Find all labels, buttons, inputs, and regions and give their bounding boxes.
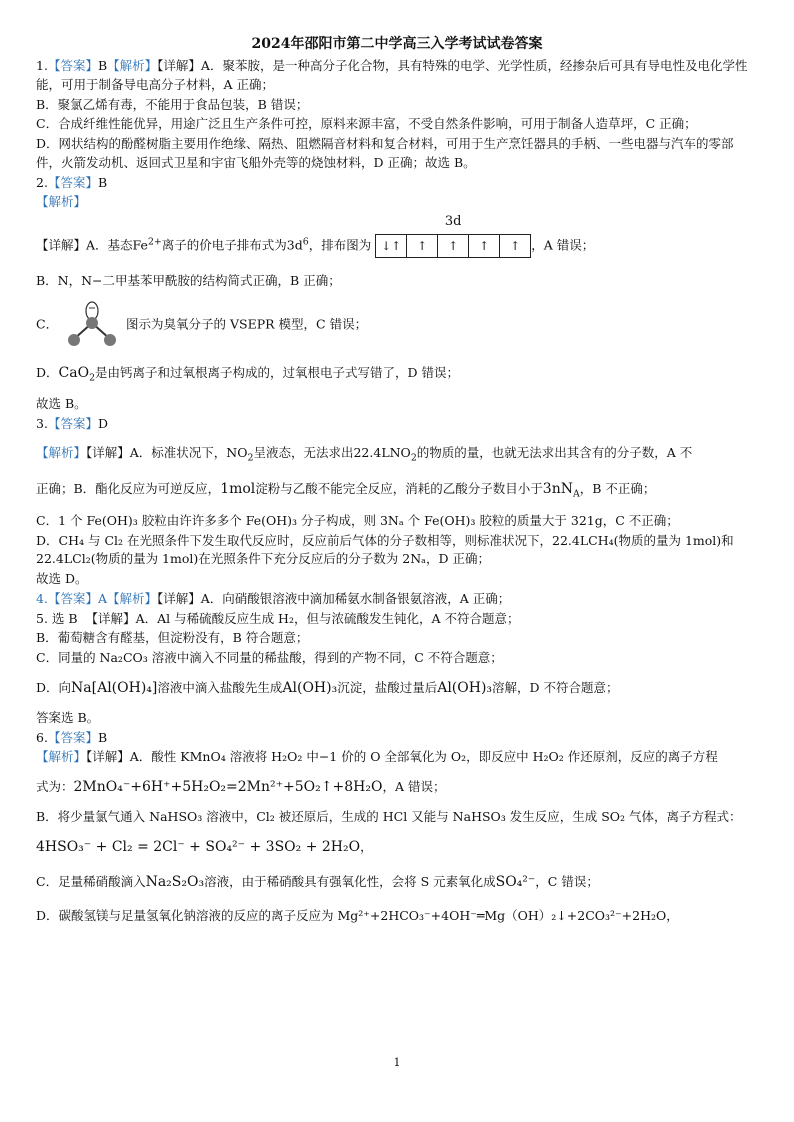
page-number: 1 (393, 1056, 401, 1069)
q5-a: 5. 选 B 【详解】A．Al 与稀硫酸反应生成 H₂，但与浓硫酸发生钝化，A 不符合题意； (36, 610, 520, 626)
q3-answer: 3.【答案】D (36, 416, 108, 432)
q1-c: C．合成纤维性能优异，用途广泛且生产条件可控，原料来源丰富，不受自然条件影响，可用于制备人造草坪，C 正确； (36, 116, 697, 132)
ozone-vsepr-model-icon (62, 301, 122, 349)
orbital-cell: ↓↑ (376, 235, 407, 257)
q5-d: D．向Na[Al(OH)₄]溶液中滴入盐酸先生成Al(OH)₃沉淀，盐酸过量后Al(OH)₃溶解，D 不符合题意； (36, 679, 619, 696)
q6-b: B．将少量氯气通入 NaHSO₃ 溶液中，Cl₂ 被还原后，生成的 HCl 又能与 NaHSO₃ 发生反应，生成 SO₂ 气体，离子方程式： (36, 809, 742, 825)
q5-end: 答案选 B。 (36, 709, 100, 725)
q2-b: B．N，N−二甲基苯甲酰胺的结构简式正确，B 正确； (36, 273, 341, 288)
q5-c: C．同量的 Na₂CO₃ 溶液中滴入不同量的稀盐酸，得到的产物不同，C 不符合题意； (36, 650, 503, 666)
analysis-tag: 【解析】 (107, 58, 158, 73)
q2-end: 故选 B。 (36, 396, 87, 412)
q2-d: D．CaO$_2$是由钙离子和过氧根离子构成的，过氧根电子式写错了，D 错误； (36, 364, 460, 384)
orbital-cell: ↑ (469, 235, 500, 257)
q1-a: 1.【答案】B【解析】【详解】A．聚苯胺，是一种高分子化合物，具有特殊的电学、光学性质，经掺杂后可具有导电性及电化学性能，可用于制备导电高分子材料，A 正确； (36, 58, 748, 92)
q2-analysis-tag: 【解析】 (36, 194, 87, 210)
q2-c: C． 图示为臭氧分子的 VSEPR 模型，C 错误； (36, 301, 758, 349)
document-page (36, 34, 758, 927)
q6-d: D．碳酸氢镁与足量氢氧化钠溶液的反应的离子反应为 Mg²⁺+2HCO₃⁻+4OH⁻═Mg（OH）₂↓+2CO₃²⁻+2H₂O， (36, 907, 679, 923)
detail-tag: 【详解】 (157, 58, 201, 73)
q6-a-eq: 式为：2MnO₄⁻+6H⁺+5H₂O₂=2Mn²⁺+5O₂↑+8H₂O，A 错误； (36, 779, 446, 796)
q1-d: D．网状结构的酚醛树脂主要用作绝缘、隔热、阻燃隔音材料和复合材料，可用于生产烹饪器具的手柄、一些电器与汽车的零部件，火箭发动机、返回式卫星和宇宙飞船外壳等的烧蚀材料，D 正确；故选 B。 (36, 136, 734, 170)
answer-tag: 【答案】 (47, 58, 98, 73)
q3-b: 正确；B．酯化反应为可逆反应，1mol淀粉与乙酸不能完全反应，消耗的乙酸分子数目小于$3nN_A$，B 不正确； (36, 481, 656, 500)
orbital-label: 3d (444, 214, 462, 229)
q3-c: C．1 个 Fe(OH)₃ 胶粒由许许多多个 Fe(OH)₃ 分子构成，则 3Nₐ 个 Fe(OH)₃ 胶粒的质量大于 321g，C 不正确； (36, 512, 679, 528)
q2-answer: 2.【答案】B (36, 174, 108, 190)
q3-end: 故选 D。 (36, 571, 88, 587)
q6-c: C．足量稀硝酸滴入Na₂S₂O₃溶液，由于稀硝酸具有强氧化性，会将 S 元素氧化成SO₄²⁻，C 错误； (36, 873, 599, 890)
q4-a: 4.【答案】A【解析】【详解】A．向硝酸银溶液中滴加稀氨水制备银氨溶液，A 正确； (36, 590, 511, 606)
q3-a: 【解析】【详解】A．标准状况下，$NO_2$呈液态，无法求出$22.4LNO_2$的物质的量，也就无法求出其含有的分子数，A 不 (36, 444, 693, 464)
orbital-cell: ↑ (438, 235, 469, 257)
q6-answer: 6.【答案】B (36, 729, 108, 745)
q3-d: D．CH₄ 与 Cl₂ 在光照条件下发生取代反应时，反应前后气体的分子数相等，则标准状况下，22.4LCH₄(物质的量为 1mol)和 22.4LCl₂(物质的量为 1mol)在光照条件下充分反应后的分子数为 2Nₐ，D 正确； (36, 532, 734, 567)
q6-a: 【解析】【详解】A．酸性 KMnO₄ 溶液将 H₂O₂ 中−1 价的 O 全部氧化为 O₂，即反应中 H₂O₂ 作还原剂，反应的离子方程 (36, 749, 718, 765)
q2-a: 【详解】A．基态$Fe^{2+}$离子的价电子排布式为$3d^6$，排布图为 3d ↓↑ ↑ ↑ ↑ ↑ ，A 错误； (36, 234, 758, 258)
q6-b-eq: 4HSO₃⁻ + Cl₂ = 2Cl⁻ + SO₄²⁻ + 3SO₂ + 2H₂O， (36, 838, 373, 855)
orbital-diagram (375, 214, 531, 258)
orbital-boxes (375, 234, 531, 258)
orbital-cell: ↑ (510, 239, 521, 253)
q5-b: B．葡萄糖含有醛基，但淀粉没有，B 符合题意； (36, 630, 309, 646)
q1-b: B．聚氯乙烯有毒，不能用于食品包装，B 错误； (36, 96, 309, 112)
page-title: 2024年邵阳市第二中学高三入学考试试卷答案 (251, 36, 543, 52)
orbital-cell: ↑ (407, 235, 438, 257)
